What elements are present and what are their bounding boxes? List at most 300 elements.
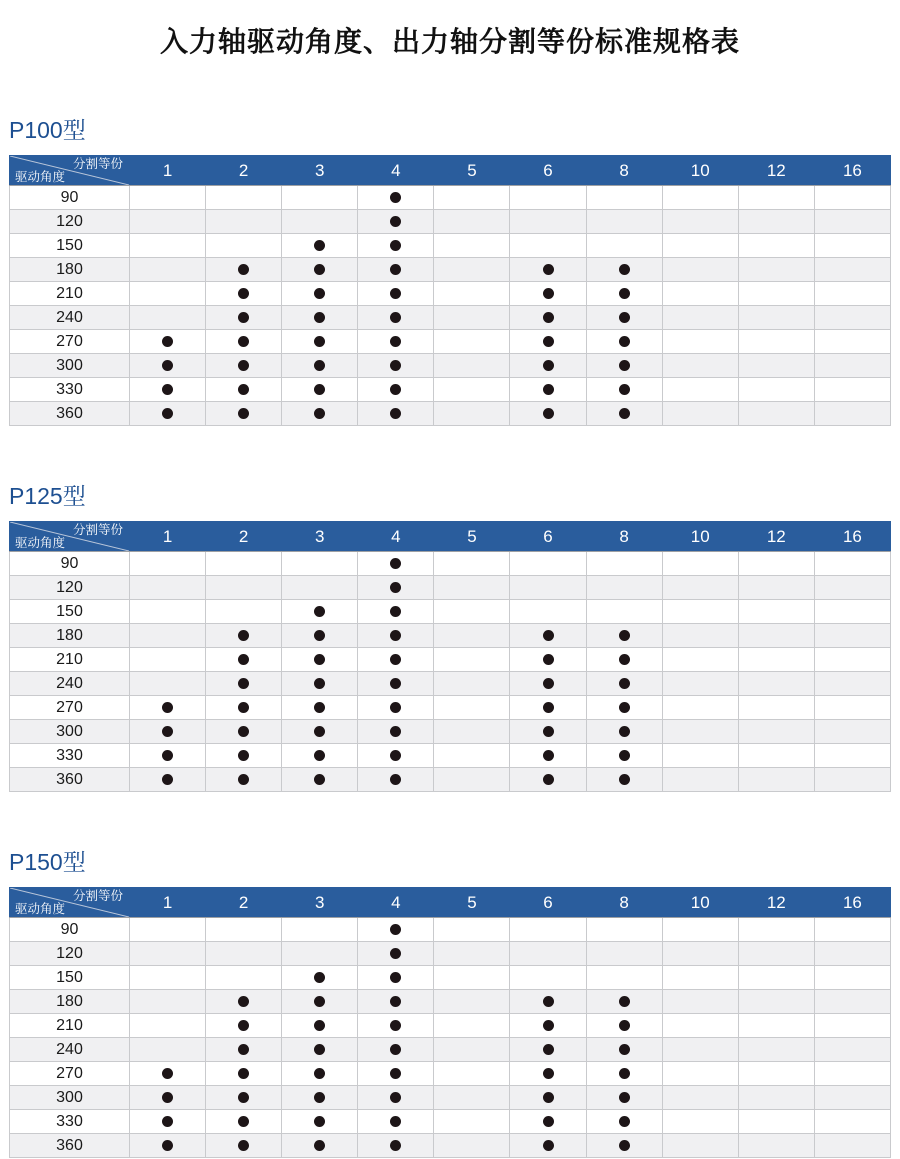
mark-cell	[662, 282, 738, 306]
mark-cell	[586, 696, 662, 720]
dot-icon	[543, 702, 554, 713]
mark-cell	[434, 354, 510, 378]
dot-icon	[619, 1140, 630, 1151]
mark-cell	[738, 990, 814, 1014]
mark-cell	[738, 1134, 814, 1158]
mark-cell	[738, 282, 814, 306]
mark-cell	[510, 186, 586, 210]
mark-cell	[206, 330, 282, 354]
mark-cell	[662, 1134, 738, 1158]
dot-icon	[390, 336, 401, 347]
mark-cell	[586, 1134, 662, 1158]
column-header: 2	[206, 156, 282, 186]
dot-icon	[390, 582, 401, 593]
mark-cell	[662, 1062, 738, 1086]
dot-icon	[543, 630, 554, 641]
dot-icon	[314, 1044, 325, 1055]
mark-cell	[130, 282, 206, 306]
mark-cell	[206, 942, 282, 966]
column-header: 6	[510, 888, 586, 918]
angle-label-cell: 90	[10, 186, 130, 210]
mark-cell	[130, 1086, 206, 1110]
mark-cell	[814, 942, 890, 966]
mark-cell	[662, 1110, 738, 1134]
dot-icon	[238, 288, 249, 299]
dot-icon	[543, 288, 554, 299]
dot-icon	[619, 264, 630, 275]
mark-cell	[814, 258, 890, 282]
mark-cell	[814, 1134, 890, 1158]
column-header: 1	[130, 156, 206, 186]
mark-cell	[282, 330, 358, 354]
header-row	[10, 522, 891, 552]
mark-cell	[586, 186, 662, 210]
dot-icon	[314, 1068, 325, 1079]
mark-cell	[358, 354, 434, 378]
mark-cell	[662, 600, 738, 624]
mark-cell	[130, 648, 206, 672]
dot-icon	[390, 1068, 401, 1079]
angle-row	[10, 1038, 891, 1062]
column-header: 10	[662, 522, 738, 552]
dot-icon	[238, 336, 249, 347]
angle-row	[10, 1110, 891, 1134]
mark-cell	[358, 966, 434, 990]
mark-cell	[282, 696, 358, 720]
angle-label-cell: 300	[10, 720, 130, 744]
mark-cell	[282, 1110, 358, 1134]
mark-cell	[814, 696, 890, 720]
mark-cell	[510, 600, 586, 624]
dot-icon	[314, 360, 325, 371]
mark-cell	[282, 306, 358, 330]
mark-cell	[282, 552, 358, 576]
mark-cell	[586, 330, 662, 354]
angle-row	[10, 330, 891, 354]
mark-cell	[662, 648, 738, 672]
dot-icon	[543, 312, 554, 323]
mark-cell	[662, 210, 738, 234]
dot-icon	[619, 774, 630, 785]
angle-label-cell: 120	[10, 210, 130, 234]
mark-cell	[510, 258, 586, 282]
mark-cell	[358, 942, 434, 966]
dot-icon	[619, 1068, 630, 1079]
mark-cell	[130, 990, 206, 1014]
mark-cell	[282, 624, 358, 648]
angle-row	[10, 306, 891, 330]
mark-cell	[130, 768, 206, 792]
dot-icon	[543, 654, 554, 665]
mark-cell	[586, 624, 662, 648]
mark-cell	[738, 918, 814, 942]
mark-cell	[662, 942, 738, 966]
dot-icon	[543, 678, 554, 689]
angle-row	[10, 234, 891, 258]
mark-cell	[510, 1086, 586, 1110]
mark-cell	[814, 552, 890, 576]
mark-cell	[434, 186, 510, 210]
mark-cell	[358, 1134, 434, 1158]
mark-cell	[130, 354, 206, 378]
table-body	[10, 918, 891, 1158]
angle-row	[10, 744, 891, 768]
mark-cell	[206, 1086, 282, 1110]
mark-cell	[662, 990, 738, 1014]
mark-cell	[510, 576, 586, 600]
mark-cell	[130, 744, 206, 768]
mark-cell	[358, 990, 434, 1014]
dot-icon	[619, 654, 630, 665]
dot-icon	[543, 774, 554, 785]
angle-label-cell: 300	[10, 1086, 130, 1110]
mark-cell	[130, 1038, 206, 1062]
dot-icon	[619, 1092, 630, 1103]
dot-icon	[390, 606, 401, 617]
mark-cell	[358, 330, 434, 354]
mark-cell	[738, 306, 814, 330]
mark-cell	[282, 378, 358, 402]
diagonal-corner-cell	[10, 156, 130, 186]
table-head	[10, 888, 891, 918]
dot-icon	[314, 774, 325, 785]
mark-cell	[434, 720, 510, 744]
angle-label-cell: 360	[10, 402, 130, 426]
mark-cell	[358, 672, 434, 696]
column-header: 8	[586, 888, 662, 918]
mark-cell	[814, 354, 890, 378]
mark-cell	[814, 990, 890, 1014]
mark-cell	[510, 378, 586, 402]
mark-cell	[130, 186, 206, 210]
column-header: 1	[130, 888, 206, 918]
mark-cell	[206, 282, 282, 306]
dot-icon	[390, 240, 401, 251]
dot-icon	[619, 336, 630, 347]
dot-icon	[390, 558, 401, 569]
dot-icon	[543, 750, 554, 761]
mark-cell	[206, 768, 282, 792]
mark-cell	[130, 720, 206, 744]
mark-cell	[510, 210, 586, 234]
dot-icon	[390, 384, 401, 395]
mark-cell	[434, 576, 510, 600]
mark-cell	[814, 378, 890, 402]
dot-icon	[390, 702, 401, 713]
dot-icon	[390, 774, 401, 785]
dot-icon	[543, 1116, 554, 1127]
dot-icon	[543, 996, 554, 1007]
mark-cell	[130, 966, 206, 990]
mark-cell	[206, 354, 282, 378]
angle-row	[10, 1062, 891, 1086]
dot-icon	[619, 702, 630, 713]
mark-cell	[130, 1014, 206, 1038]
dot-icon	[314, 996, 325, 1007]
angle-row	[10, 966, 891, 990]
mark-cell	[130, 330, 206, 354]
mark-cell	[282, 234, 358, 258]
angle-row	[10, 552, 891, 576]
dot-icon	[314, 288, 325, 299]
mark-cell	[814, 1038, 890, 1062]
mark-cell	[206, 576, 282, 600]
dot-icon	[238, 360, 249, 371]
mark-cell	[358, 234, 434, 258]
mark-cell	[434, 378, 510, 402]
dot-icon	[390, 996, 401, 1007]
table-head	[10, 522, 891, 552]
section-title: P100型	[9, 117, 86, 143]
dot-icon	[390, 924, 401, 935]
mark-cell	[510, 1014, 586, 1038]
header-row	[10, 888, 891, 918]
angle-row	[10, 672, 891, 696]
column-header: 8	[586, 522, 662, 552]
mark-cell	[814, 1014, 890, 1038]
mark-cell	[586, 600, 662, 624]
angle-row	[10, 258, 891, 282]
mark-cell	[358, 402, 434, 426]
mark-cell	[130, 918, 206, 942]
mark-cell	[738, 576, 814, 600]
dot-icon	[314, 702, 325, 713]
dot-icon	[619, 408, 630, 419]
mark-cell	[434, 648, 510, 672]
mark-cell	[814, 918, 890, 942]
mark-cell	[662, 624, 738, 648]
mark-cell	[434, 210, 510, 234]
mark-cell	[206, 696, 282, 720]
mark-cell	[586, 1110, 662, 1134]
mark-cell	[510, 330, 586, 354]
mark-cell	[130, 672, 206, 696]
dot-icon	[619, 360, 630, 371]
mark-cell	[206, 1110, 282, 1134]
mark-cell	[738, 672, 814, 696]
column-header: 5	[434, 888, 510, 918]
page-title: 入力轴驱动角度、出力轴分割等份标准规格表	[159, 26, 740, 57]
angle-row	[10, 354, 891, 378]
mark-cell	[434, 942, 510, 966]
dot-icon	[390, 408, 401, 419]
mark-cell	[662, 672, 738, 696]
column-header: 4	[358, 156, 434, 186]
angle-label-cell: 90	[10, 918, 130, 942]
dot-icon	[390, 1140, 401, 1151]
mark-cell	[434, 234, 510, 258]
mark-cell	[814, 186, 890, 210]
mark-cell	[434, 990, 510, 1014]
mark-cell	[662, 258, 738, 282]
mark-cell	[206, 306, 282, 330]
section-title: P125型	[9, 483, 86, 509]
mark-cell	[586, 768, 662, 792]
mark-cell	[206, 918, 282, 942]
mark-cell	[130, 306, 206, 330]
angle-label-cell: 180	[10, 258, 130, 282]
mark-cell	[586, 552, 662, 576]
mark-cell	[738, 966, 814, 990]
mark-cell	[814, 306, 890, 330]
mark-cell	[358, 1086, 434, 1110]
dot-icon	[619, 996, 630, 1007]
angle-row	[10, 1086, 891, 1110]
column-header: 6	[510, 522, 586, 552]
mark-cell	[510, 672, 586, 696]
dot-icon	[162, 1092, 173, 1103]
dot-icon	[619, 1044, 630, 1055]
angle-label-cell: 240	[10, 306, 130, 330]
corner-top-label: 分割等份	[72, 523, 123, 537]
column-header: 5	[434, 156, 510, 186]
mark-cell	[586, 402, 662, 426]
dot-icon	[314, 606, 325, 617]
corner-bottom-label: 驱动角度	[15, 170, 66, 184]
mark-cell	[434, 402, 510, 426]
mark-cell	[814, 330, 890, 354]
dot-icon	[390, 630, 401, 641]
mark-cell	[282, 210, 358, 234]
mark-cell	[358, 210, 434, 234]
mark-cell	[358, 648, 434, 672]
dot-icon	[543, 408, 554, 419]
mark-cell	[662, 402, 738, 426]
spec-section	[9, 844, 891, 1158]
mark-cell	[662, 696, 738, 720]
column-header: 2	[206, 888, 282, 918]
angle-row	[10, 696, 891, 720]
mark-cell	[434, 1134, 510, 1158]
dot-icon	[543, 384, 554, 395]
mark-cell	[510, 402, 586, 426]
dot-icon	[390, 678, 401, 689]
column-header: 1	[130, 522, 206, 552]
mark-cell	[206, 1134, 282, 1158]
dot-icon	[314, 654, 325, 665]
dot-icon	[390, 312, 401, 323]
mark-cell	[738, 210, 814, 234]
dot-icon	[314, 1092, 325, 1103]
mark-cell	[206, 720, 282, 744]
mark-cell	[738, 600, 814, 624]
dot-icon	[390, 216, 401, 227]
mark-cell	[282, 768, 358, 792]
corner-bottom-label: 驱动角度	[15, 536, 66, 550]
mark-cell	[510, 282, 586, 306]
dot-icon	[314, 1020, 325, 1031]
mark-cell	[586, 378, 662, 402]
dot-icon	[619, 1020, 630, 1031]
mark-cell	[434, 1086, 510, 1110]
angle-label-cell: 270	[10, 330, 130, 354]
dot-icon	[390, 1020, 401, 1031]
mark-cell	[814, 402, 890, 426]
mark-cell	[434, 672, 510, 696]
mark-cell	[282, 648, 358, 672]
spec-section	[9, 112, 891, 426]
mark-cell	[434, 1062, 510, 1086]
column-header: 4	[358, 522, 434, 552]
dot-icon	[238, 630, 249, 641]
mark-cell	[282, 282, 358, 306]
mark-cell	[586, 744, 662, 768]
mark-cell	[814, 1110, 890, 1134]
dot-icon	[390, 726, 401, 737]
column-header: 12	[738, 522, 814, 552]
corner-top-label: 分割等份	[72, 157, 123, 171]
mark-cell	[662, 306, 738, 330]
angle-label-cell: 330	[10, 378, 130, 402]
dot-icon	[314, 1140, 325, 1151]
mark-cell	[586, 282, 662, 306]
mark-cell	[434, 600, 510, 624]
dot-icon	[543, 264, 554, 275]
mark-cell	[586, 1014, 662, 1038]
mark-cell	[206, 990, 282, 1014]
mark-cell	[662, 330, 738, 354]
mark-cell	[130, 210, 206, 234]
mark-cell	[434, 258, 510, 282]
mark-cell	[434, 1110, 510, 1134]
mark-cell	[662, 1038, 738, 1062]
spec-table	[9, 521, 891, 792]
dot-icon	[314, 312, 325, 323]
corner-top-label: 分割等份	[72, 889, 123, 903]
mark-cell	[738, 1014, 814, 1038]
mark-cell	[358, 744, 434, 768]
dot-icon	[238, 702, 249, 713]
mark-cell	[358, 768, 434, 792]
spec-tables-container	[0, 112, 900, 1158]
dot-icon	[162, 384, 173, 395]
mark-cell	[586, 234, 662, 258]
table-body	[10, 552, 891, 792]
mark-cell	[206, 1062, 282, 1086]
dot-icon	[238, 654, 249, 665]
mark-cell	[814, 744, 890, 768]
angle-label-cell: 210	[10, 648, 130, 672]
mark-cell	[738, 720, 814, 744]
dot-icon	[390, 288, 401, 299]
angle-row	[10, 990, 891, 1014]
angle-label-cell: 240	[10, 672, 130, 696]
mark-cell	[738, 402, 814, 426]
mark-cell	[130, 696, 206, 720]
mark-cell	[282, 918, 358, 942]
angle-row	[10, 600, 891, 624]
angle-row	[10, 1014, 891, 1038]
dot-icon	[543, 1092, 554, 1103]
mark-cell	[738, 354, 814, 378]
dot-icon	[162, 750, 173, 761]
dot-icon	[314, 750, 325, 761]
mark-cell	[282, 990, 358, 1014]
mark-cell	[510, 648, 586, 672]
mark-cell	[510, 306, 586, 330]
mark-cell	[206, 1014, 282, 1038]
angle-label-cell: 150	[10, 966, 130, 990]
mark-cell	[510, 720, 586, 744]
angle-row	[10, 768, 891, 792]
mark-cell	[282, 966, 358, 990]
mark-cell	[814, 624, 890, 648]
dot-icon	[619, 630, 630, 641]
dot-icon	[543, 726, 554, 737]
mark-cell	[130, 258, 206, 282]
mark-cell	[814, 1086, 890, 1110]
mark-cell	[586, 210, 662, 234]
